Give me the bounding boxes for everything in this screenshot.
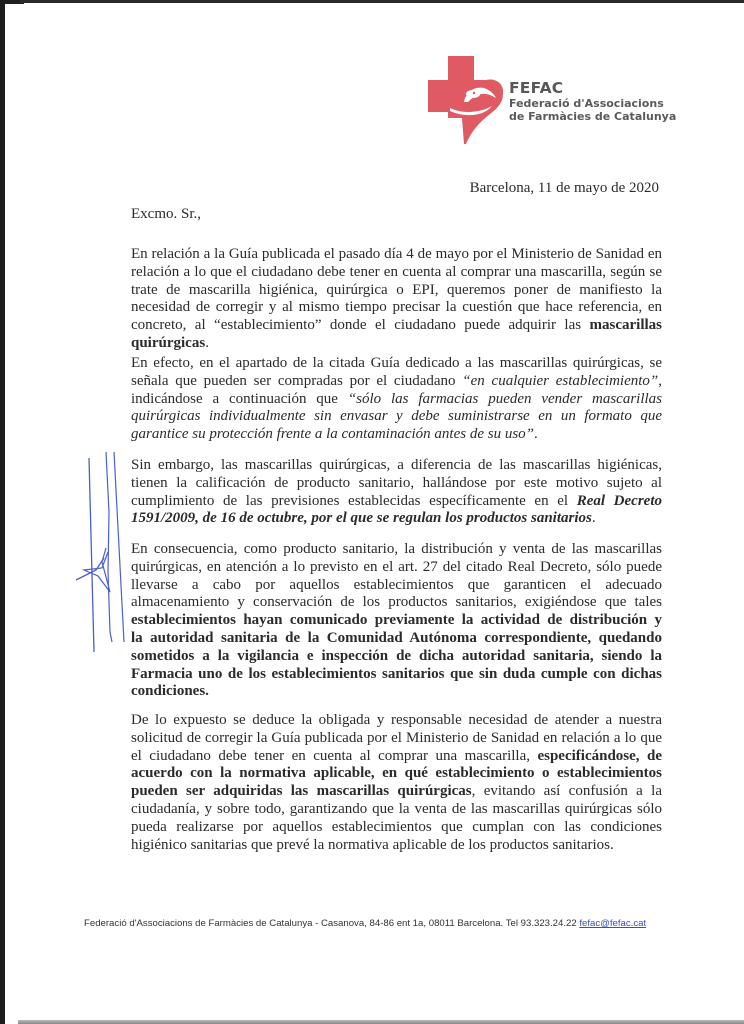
text-line [131,373,662,391]
text-segment: pueda realizarse por aquellos establecimientos que cumplan con las condiciones [131,818,662,835]
text-line [131,783,662,801]
text-segment: cumplimiento de las previsiones establecidas específicamente en el [131,492,577,509]
paragraph-4 [131,541,662,701]
text-line [131,264,662,282]
text-line [131,426,662,444]
text-segment: Sin embargo, las mascarillas quirúrgicas, a diferencia de las mascarillas higiénicas, [131,457,662,473]
text-line [131,317,662,335]
text-line [131,748,662,766]
paragraph-2 [131,355,662,444]
scan-edge-left [0,0,5,1024]
text-line [131,765,662,783]
text-line [131,475,662,493]
text-line [131,493,662,511]
text-segment: establecimientos hayan comunicado previamente la actividad de distribución y [131,612,662,629]
text-segment: el ciudadano debe tener en cuenta al comprar una mascarilla, [131,747,538,764]
text-line [131,683,662,701]
text-segment: señala que pueden ser compradas por el ciudadano [131,372,463,389]
text-segment: quirúrgicas individualmente sin envasar y debe suministrarse en un formato que [131,408,662,425]
text-segment: indicándose a continuación que [131,390,348,407]
text-segment: tienen la calificación de producto sanitario, hallándose por este motivo sujeto al [131,474,662,491]
paragraph-1 [131,246,662,353]
paragraph-5 [131,712,662,854]
text-line [131,510,662,528]
text-line [131,282,662,300]
text-segment: la autoridad sanitaria de la Comunidad Autónoma correspondiente, quedando [131,629,662,646]
text-segment: 1591/2009, de 16 de octubre, por el que se regulan los productos sanitarios [131,510,592,527]
brand-line-2: de Farmàcies de Catalunya [509,110,677,123]
text-segment: mascarillas [589,317,662,334]
brand-block [509,80,676,123]
text-segment: quirúrgicas, en atención a lo previsto en el art. 27 del citado Real Decreto, sólo puede [131,558,662,575]
text-line [131,612,662,630]
text-line [131,335,662,353]
text-line [131,559,662,577]
salutation: Excmo. Sr., [131,206,201,222]
text-segment: “sólo las farmacias pueden vender mascarillas [347,390,662,407]
text-line [131,408,662,426]
text-line [131,819,662,837]
text-line [131,457,662,475]
text-line [131,630,662,648]
text-line [131,246,662,264]
text-segment: especificándose, de [537,747,662,764]
text-line [131,541,662,559]
text-segment: concreto, al “establecimiento” donde el ciudadano puede adquirir las [131,317,590,334]
text-segment: “en cualquier establecimiento” [462,372,659,389]
text-segment: Farmacia uno de los establecimientos sanitarios que sin duda cumple con dichas [131,665,662,682]
text-segment: higiénico sanitarias que prevé la normativa aplicable de los productos sanitarios. [131,836,614,853]
text-segment: . [591,510,596,527]
scan-edge-top [20,0,744,3]
footer-address: Federació d'Associacions de Farmàcies de Catalunya - Casanova, 84-86 ent 1a, 08011 Barcelona. Tel 93.323.24.22 [84,918,580,929]
text-segment: llevarse a cabo por aquellos establecimientos que garanticen el adecuado [131,576,662,593]
text-segment: Real Decreto [576,492,662,509]
text-segment: De lo expuesto se deduce la obligada y responsable necesidad de atender a nuestra [131,712,662,728]
text-segment: pueden ser adquiridas las mascarillas quirúrgicas [131,783,472,800]
text-segment: ciudadanía, y sobre todo, garantizando que la venta de las mascarillas quirúrgicas sólo [131,800,662,817]
paragraph-3 [131,457,662,528]
text-line [131,666,662,684]
scan-edge-bottom [18,1020,744,1024]
text-segment: sometidos a la vigilancia e inspección de dicha autoridad sanitaria, siendo la [131,647,662,664]
text-line [131,594,662,612]
text-segment: acuerdo con la normativa aplicable, en qué establecimiento o establecimientos [131,765,662,782]
text-line [131,712,662,730]
text-segment: , [658,372,662,389]
brand-line-1: Federació d'Associacions [509,97,664,110]
text-segment: trate de mascarilla higiénica, quirúrgica o EPI, queremos poner de manifiesto la [131,281,662,298]
red-cross-snake-bowl-icon [428,56,504,144]
handwritten-initials-icon [72,452,132,662]
text-line [131,801,662,819]
text-line [131,577,662,595]
text-segment: solicitud de corregir la Guía publicada por el Ministerio de Sanidad en relación a lo que [131,729,662,746]
letter-date: Barcelona, 11 de mayo de 2020 [469,180,659,196]
text-segment: necesidad de corregir y al mismo tiempo precisar la cuestión que hace referencia, en [131,299,662,316]
text-segment: almacenamiento y conservación de los productos sanitarios, exigiéndose que tales [131,594,662,611]
footer-email-link[interactable]: fefac@fefac.cat [579,918,647,929]
text-line [131,648,662,666]
text-line [131,730,662,748]
text-segment: En relación a la Guía publicada el pasado día 4 de mayo por el Ministerio de Sanidad en [131,246,662,262]
text-line [131,391,662,409]
text-segment: condiciones. [131,683,209,700]
text-segment: quirúrgicas [131,334,206,351]
text-segment: . [534,426,538,443]
text-segment: . [205,334,209,351]
text-line [131,837,662,855]
text-segment: relación a lo que el ciudadano debe tener en cuenta al comprar una mascarilla, según se [131,263,662,280]
brand-name: FEFAC [509,79,564,97]
text-segment: , evitando así confusión a la [471,783,662,800]
text-segment: En consecuencia, como producto sanitario, la distribución y venta de las mascarillas [131,541,662,557]
footer [84,918,684,929]
text-segment: En efecto, en el apartado de la citada Guía dedicado a las mascarillas quirúrgicas, se [131,355,662,371]
text-line [131,355,662,373]
text-line [131,299,662,317]
text-segment: garantice su protección frente a la contaminación antes de su uso” [131,426,535,443]
